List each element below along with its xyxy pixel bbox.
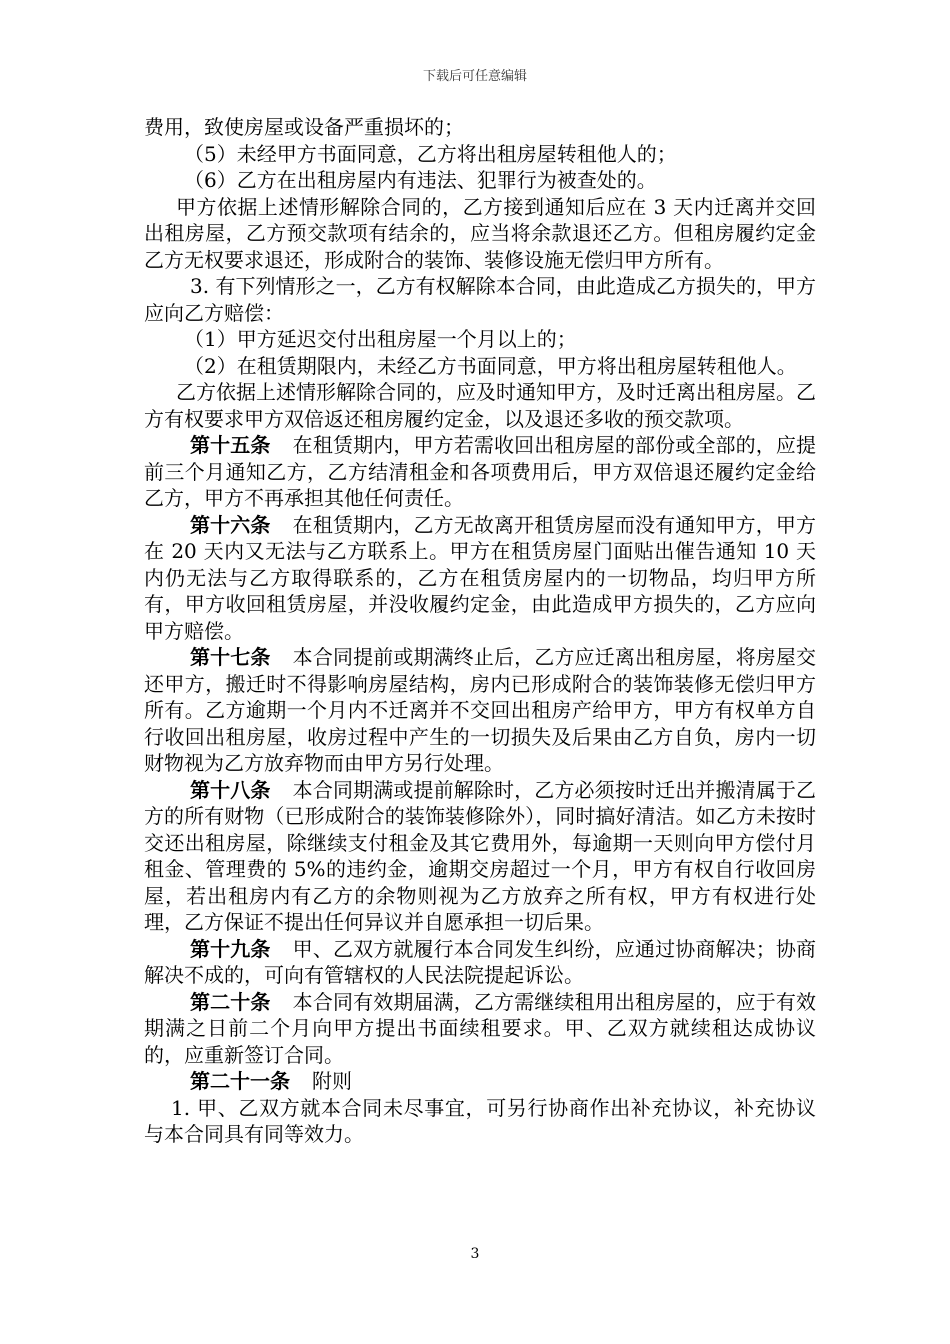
article-title: 第十七条 (190, 645, 271, 669)
article-title: 第十五条 (190, 433, 271, 457)
paragraph: （5）未经甲方书面同意，乙方将出租房屋转租他人的； (184, 141, 677, 166)
paragraph: （6）乙方在出租房屋内有违法、犯罪行为被查处的。 (184, 168, 657, 192)
article-title: 第十六条 (190, 512, 271, 537)
page-number: 3 (470, 1246, 480, 1262)
article-text: 本合同有效期届满，乙方需继续租用出租房屋的，应于有效期满之日前二个月向甲方提出书面续租要求。甲、乙双方就续租达成协议的，应重新签订合同。 (144, 989, 817, 1067)
article-title: 第二十一条 (190, 1069, 290, 1093)
article-text: 本合同提前或期满终止后，乙方应迁离出租房屋，将房屋交还甲方，搬迁时不得影响房屋结构，房内已形成附合的装饰装修无偿归甲方所有。乙方逾期一个月内不迁离并不交回出租房产给甲方，甲方有权单方自行收回出租房屋，收房过程中产生的一切损失及后果由乙方自负，房内一切财物视为乙方放弃物而由甲方另行处理。 (144, 645, 817, 775)
paragraph: 3. 有下列情形之一，乙方有权解除本合同，由此造成乙方损失的，甲方应向乙方赔偿： (144, 274, 816, 325)
article-19 (144, 936, 816, 989)
article-text: 在租赁期内，乙方无故离开租赁房屋而没有通知甲方，甲方在 20 天内又无法与乙方联系上。甲方在租赁房屋门面贴出催告通知 10 天内仍无法与乙方取得联系的，乙方在租赁房屋内的一切物品，均归甲方所有，甲方收回租赁房屋，并没收履约定金，由此造成甲方损失的，乙方应向甲方赔偿。 (144, 512, 817, 643)
article-20 (144, 989, 816, 1069)
article-title: 第十八条 (190, 777, 271, 802)
article-18 (144, 777, 816, 936)
article-title: 第十九条 (190, 936, 271, 961)
paragraph: 甲方依据上述情形解除合同的，乙方接到通知后应在 3 天内迁离并交回出租房屋，乙方预交款项有结余的，应当将余款退还乙方。但租房履约定金乙方无权要求退还，形成附合的装饰、装修设施无偿归甲方所有。 (144, 194, 816, 272)
paragraph: （1）甲方延迟交付出租房屋一个月以上的； (184, 327, 577, 351)
article-text: 本合同期满或提前解除时，乙方必须按时迁出并搬清属于乙方的所有财物（已形成附合的装饰装修除外），同时搞好清洁。如乙方未按时交还出租房屋，除继续支付租金及其它费用外，每逾期一天则向甲方偿付月租金、管理费的 5%的违约金，逾期交房超过一个月，甲方有权自行收回房屋，若出租房内有乙方的余物则视为乙方放弃之所有权，甲方有权进行处理，乙方保证不提出任何异议并自愿承担一切后果。 (144, 777, 817, 934)
article-15 (144, 432, 816, 512)
article-text: 甲、乙双方就履行本合同发生纠纷，应通过协商解决；协商解决不成的，可向有管辖权的人民法院提起诉讼。 (144, 936, 817, 987)
article-17 (144, 644, 816, 777)
page-header: 下载后可任意编辑 (422, 69, 527, 84)
contract-body (144, 114, 816, 1148)
paragraph: 乙方依据上述情形解除合同的，应及时通知甲方，及时迁离出租房屋。乙方有权要求甲方双倍返还租房履约定金，以及退还多收的预交款项。 (144, 380, 816, 431)
paragraph: （2）在租赁期限内，未经乙方书面同意，甲方将出租房屋转租他人。 (184, 353, 797, 378)
article-title: 第二十条 (190, 989, 271, 1014)
article-16 (144, 512, 816, 645)
paragraph: 1. 甲、乙双方就本合同未尽事宜，可另行协商作出补充协议，补充协议与本合同具有同等效力。 (144, 1095, 816, 1146)
paragraph: 费用，致使房屋或设备严重损坏的； (144, 115, 464, 139)
article-text: 附则 (312, 1069, 352, 1093)
article-21 (144, 1068, 816, 1095)
article-text: 在租赁期内，甲方若需收回出租房屋的部份或全部的，应提前三个月通知乙方，乙方结清租金和各项费用后，甲方双倍退还履约定金给乙方，甲方不再承担其他任何责任。 (144, 433, 817, 510)
